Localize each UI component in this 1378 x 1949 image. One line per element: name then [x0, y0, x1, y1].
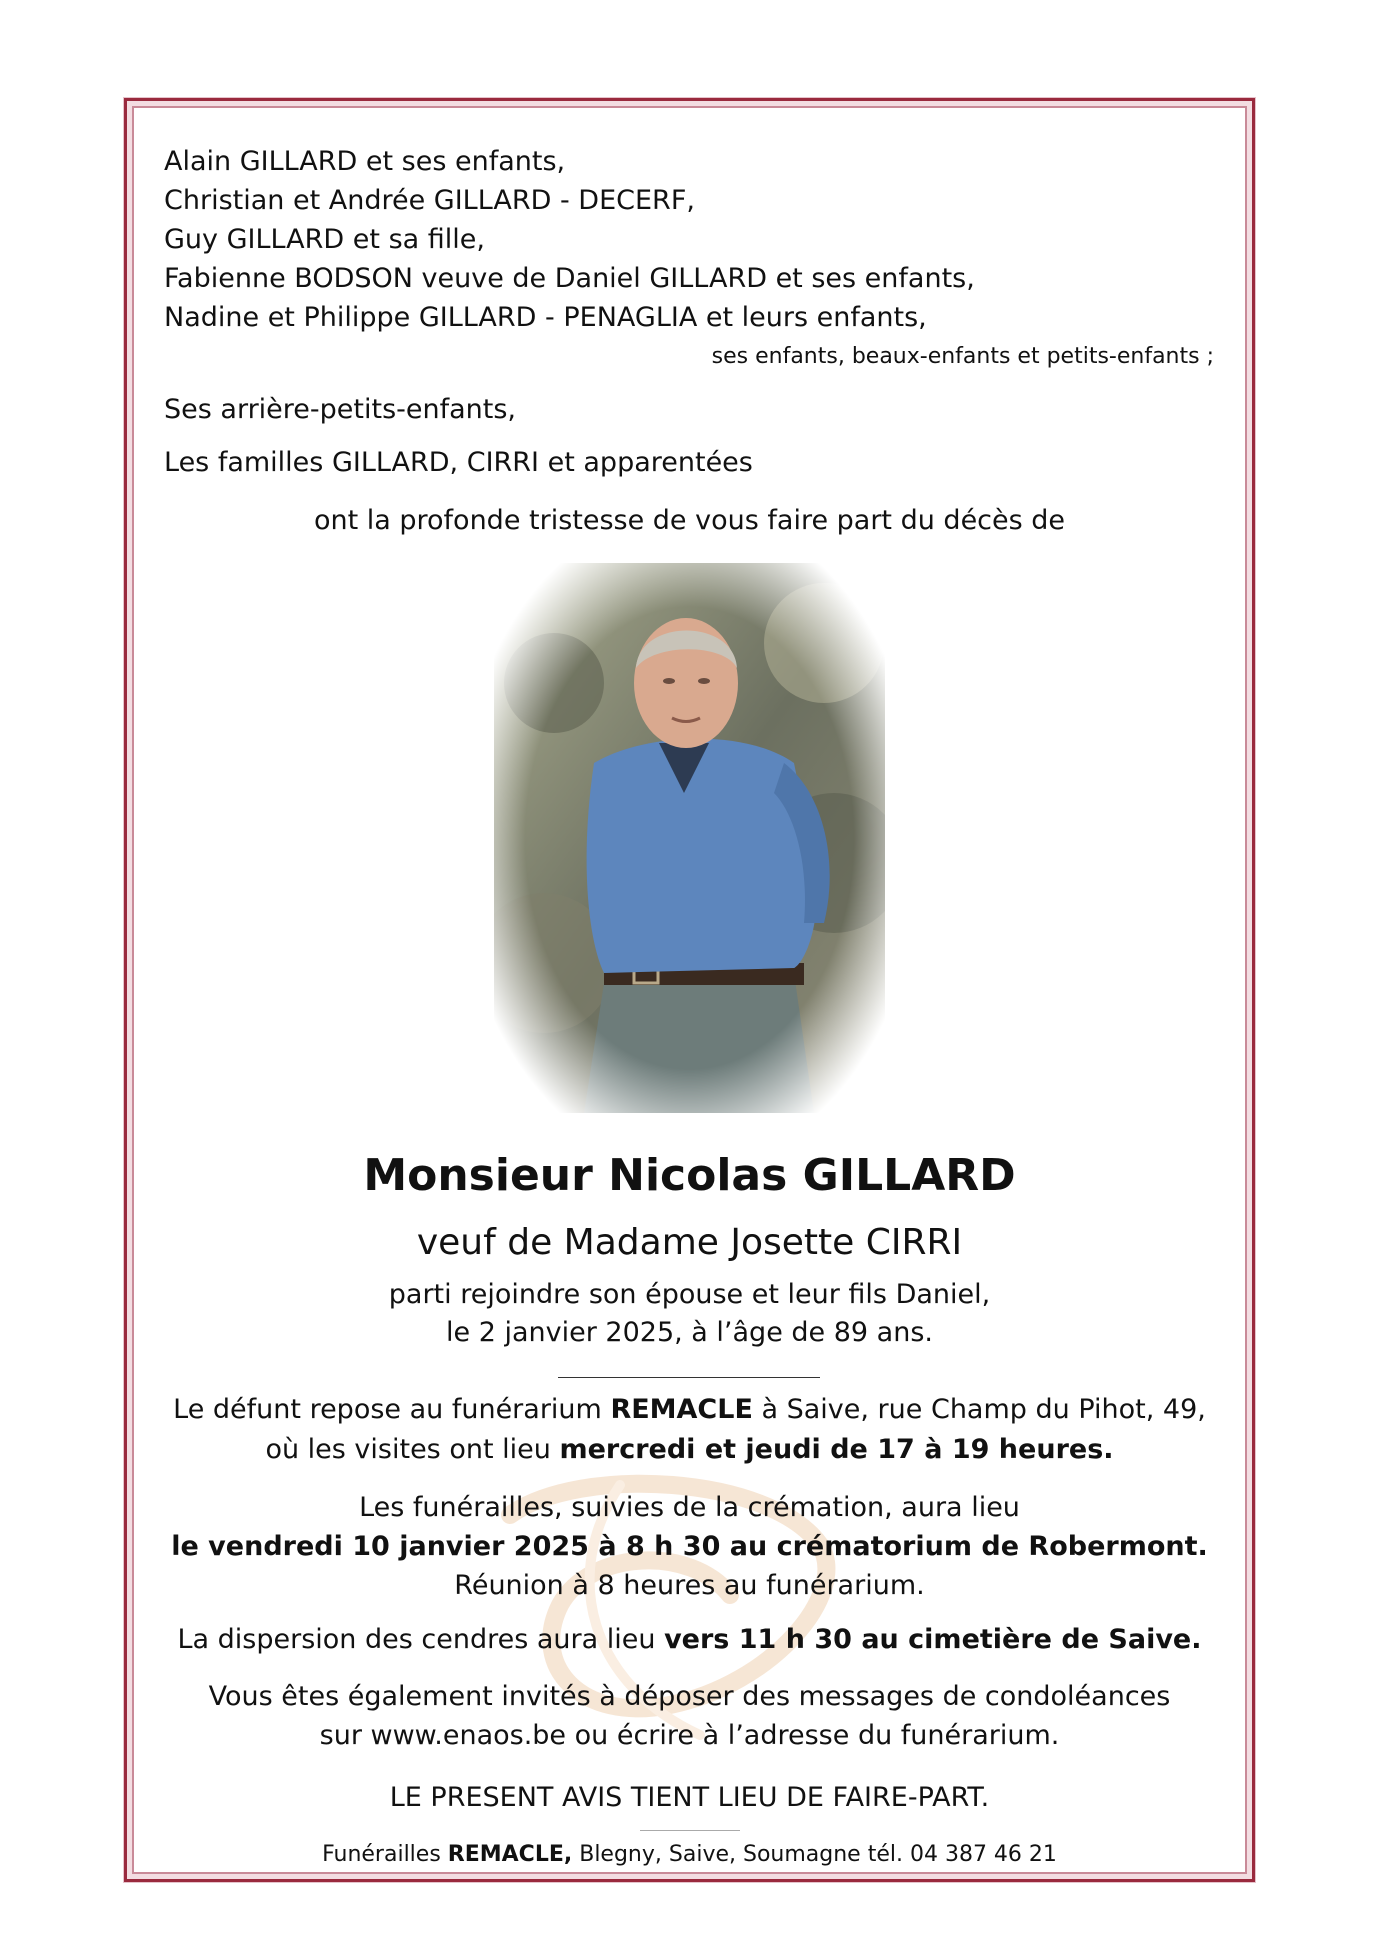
- ashes-time-place: vers 11 h 30 au cimetière de Saive.: [664, 1624, 1202, 1655]
- deceased-date-age: le 2 janvier 2025, à l’âge de 89 ans.: [446, 1317, 933, 1348]
- family-line-4: Fabienne BODSON veuve de Daniel GILLARD et ses enfants,: [164, 263, 975, 294]
- rest-location-line: Le défunt repose au funérarium REMACLE à Saive, rue Champ du Pihot, 49,: [173, 1394, 1206, 1425]
- deceased-widower: veuf de Madame Josette CIRRI: [416, 1222, 963, 1263]
- condolences-line-1: Vous êtes également invités à déposer des messages de condoléances: [208, 1681, 1171, 1712]
- footer-home-name: REMACLE,: [447, 1842, 573, 1867]
- great-grandchildren-line: Ses arrière-petits-enfants,: [164, 394, 517, 425]
- footer-line: Funérailles REMACLE, Blegny, Saive, Soumagne tél. 04 387 46 21: [322, 1842, 1057, 1867]
- funeral-line-3: Réunion à 8 heures au funérarium.: [454, 1570, 925, 1601]
- family-summary: ses enfants, beaux-enfants et petits-enfants ;: [711, 344, 1214, 369]
- family-line-1: Alain GILLARD et ses enfants,: [164, 146, 566, 177]
- family-line-5: Nadine et Philippe GILLARD - PENAGLIA et leurs enfants,: [164, 302, 927, 333]
- families-line: Les familles GILLARD, CIRRI et apparentées: [164, 447, 753, 478]
- funeral-home-name: REMACLE: [610, 1394, 753, 1425]
- funeral-line-1: Les funérailles, suivies de la crémation, aura lieu: [359, 1492, 1020, 1523]
- deceased-joined: parti rejoindre son épouse et leur fils Daniel,: [388, 1279, 991, 1310]
- deceased-name: Monsieur Nicolas GILLARD: [363, 1150, 1016, 1201]
- family-line-3: Guy GILLARD et sa fille,: [164, 224, 485, 255]
- announcement-text: ont la profonde tristesse de vous faire part du décès de: [313, 505, 1066, 536]
- ashes-line: La dispersion des cendres aura lieu vers 11 h 30 au cimetière de Saive.: [177, 1624, 1202, 1655]
- funeral-line-2: le vendredi 10 janvier 2025 à 8 h 30 au crématorium de Robermont.: [171, 1531, 1208, 1562]
- condolences-line-2: sur www.enaos.be ou écrire à l’adresse du funérarium.: [319, 1720, 1060, 1751]
- family-line-2: Christian et Andrée GILLARD - DECERF,: [164, 185, 695, 216]
- footer-divider: [640, 1830, 740, 1831]
- divider-line: [558, 1377, 820, 1378]
- notice-text: LE PRESENT AVIS TIENT LIEU DE FAIRE-PART.: [389, 1782, 990, 1813]
- portrait-photo: [494, 563, 885, 1113]
- visits-line: où les visites ont lieu mercredi et jeudi de 17 à 19 heures.: [265, 1434, 1114, 1465]
- visits-times: mercredi et jeudi de 17 à 19 heures.: [559, 1434, 1114, 1465]
